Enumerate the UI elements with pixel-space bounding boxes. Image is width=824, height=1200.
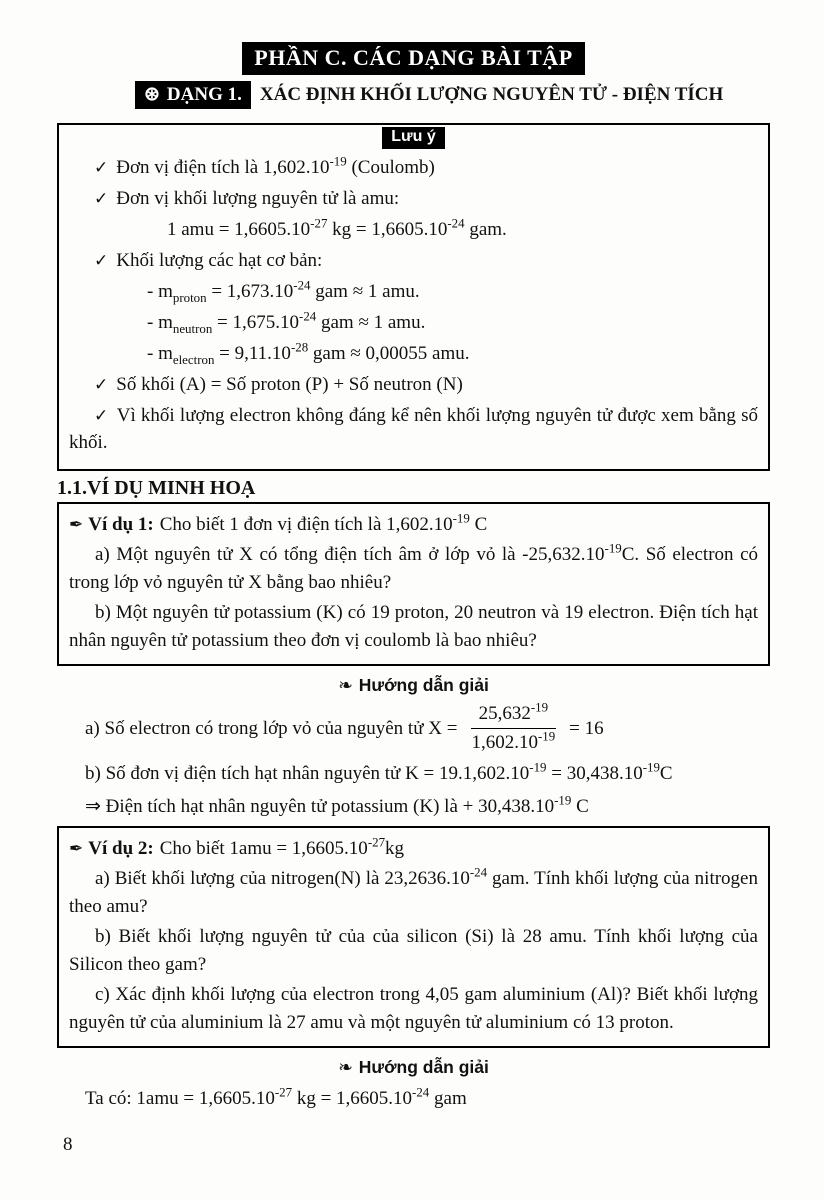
note-line-text: Số khối (A) = Số proton (P) + Số neutron (N) bbox=[116, 373, 463, 395]
guide-title: Hướng dẫn giải bbox=[358, 1057, 489, 1078]
check-icon: ✓ bbox=[94, 374, 109, 395]
note-badge-row bbox=[69, 125, 758, 151]
note-line-sub: - $m_{proton} = 1,673.10^{-24}$ gam ≈ 1 amu. bbox=[147, 277, 420, 305]
part-header bbox=[57, 42, 770, 75]
check-icon: ✓ bbox=[94, 405, 109, 426]
guide-heading-2 bbox=[57, 1057, 770, 1078]
leaf-icon: ❧ bbox=[338, 676, 353, 697]
example1-box bbox=[57, 502, 770, 667]
note-line bbox=[69, 186, 758, 213]
note-line-sub: - $m_{electron} = 9,11.10^{-28}$ gam ≈ 0,00055 amu. bbox=[147, 339, 470, 367]
dang-title: XÁC ĐỊNH KHỐI LƯỢNG NGUYÊN TỬ - ĐIỆN TÍCH bbox=[259, 84, 724, 105]
example1-para-b: b) Một nguyên tử potassium (K) có 19 proton, 20 neutron và 19 electron. Điện tích hạt nhân nguyên tử potassium theo đơn vị coulomb là bao nhiêu? bbox=[69, 602, 758, 651]
example1-label: Ví dụ 1: bbox=[88, 513, 154, 535]
example2-para-a: a) Biết khối lượng của nitrogen(N) là $23,2636.10^{-24}$ gam. Tính khối lượng của nitrogen theo amu? bbox=[69, 864, 758, 917]
note-line-sub: - $m_{neutron} = 1,675.10^{-24}$ gam ≈ 1 amu. bbox=[147, 308, 426, 336]
note-line bbox=[69, 155, 758, 182]
fraction bbox=[463, 700, 563, 754]
note-badge: Lưu ý bbox=[382, 127, 444, 149]
solution2-line: Ta có: $1amu = 1,6605.10^{-27}$ kg = $1,6605.10^{-24}$ gam bbox=[85, 1085, 467, 1110]
note-line-text: Khối lượng các hạt cơ bản: bbox=[116, 249, 323, 271]
solution1-line-a-suffix: = 16 bbox=[569, 717, 604, 739]
example1-intro-text: Cho biết 1 đơn vị điện tích là $1,602.10^{-19}$ C bbox=[159, 510, 488, 535]
solution1-line-c: ⇒ Điện tích hạt nhân nguyên tử potassium (K) là + $30,438.10^{-19}$ C bbox=[85, 792, 589, 817]
note-line-sub: 1 amu = $1,6605.10^{-27}$ kg = $1,6605.10^{-24}$ gam. bbox=[167, 215, 507, 240]
example2-first-line bbox=[69, 835, 758, 863]
note-line bbox=[69, 248, 758, 275]
guide-title: Hướng dẫn giải bbox=[358, 675, 489, 696]
solution1-line-b: b) Số đơn vị điện tích hạt nhân nguyên tử $K = 19.1,602.10^{-19} = 30,438.10^{-19}C$ bbox=[85, 760, 673, 785]
example2-intro-text: Cho biết $1amu = 1,6605.10^{-27}kg$ bbox=[159, 834, 405, 859]
example2-para-b: b) Biết khối lượng nguyên tử của của silicon (Si) là 28 amu. Tính khối lượng của Silicon theo gam? bbox=[69, 926, 758, 975]
part-title: PHẦN C. CÁC DẠNG BÀI TẬP bbox=[242, 42, 584, 75]
flower-badge-icon: ⊛ bbox=[144, 84, 160, 105]
check-icon: ✓ bbox=[94, 188, 109, 209]
solution1-line-a bbox=[57, 700, 770, 754]
check-icon: ✓ bbox=[94, 250, 109, 271]
leaf-icon: ❧ bbox=[338, 1058, 353, 1079]
example2-label: Ví dụ 2: bbox=[88, 837, 154, 859]
pen-icon: ✒ bbox=[69, 514, 84, 535]
pen-icon: ✒ bbox=[69, 838, 84, 859]
section-title: 1.1.VÍ DỤ MINH HOẠ bbox=[57, 476, 256, 499]
fraction-numerator: $25,632^{-19}$ bbox=[471, 703, 556, 729]
example2-box bbox=[57, 826, 770, 1049]
page-number: 8 bbox=[63, 1134, 73, 1155]
solution1-line-a-prefix: a) Số electron có trong lớp vỏ của nguyên tử X = bbox=[85, 717, 458, 739]
note-box bbox=[57, 123, 770, 471]
note-line bbox=[69, 372, 758, 399]
fraction-denominator: $1,602.10^{-19}$ bbox=[471, 729, 556, 754]
dang-label: DẠNG 1. bbox=[166, 83, 242, 105]
dang-heading bbox=[135, 81, 770, 109]
dang-badge bbox=[135, 81, 251, 109]
example1-para-a: a) Một nguyên tử X có tổng điện tích âm ở lớp vỏ là $-25,632.10^{-19}C$. Số electron có trong lớp vỏ nguyên tử X bằng bao nhiêu? bbox=[69, 540, 759, 593]
check-icon: ✓ bbox=[94, 158, 109, 178]
note-line-text: Đơn vị điện tích là $1,602.10^{-19}$ (Coulomb) bbox=[116, 153, 435, 178]
note-line-text: Vì khối lượng electron không đáng kể nên khối lượng nguyên tử được xem bằng số khối. bbox=[69, 404, 758, 453]
example2-para-c: c) Xác định khối lượng của electron trong 4,05 gam aluminium (Al)? Biết khối lượng nguyên tử của aluminium là 27 amu và một nguyên tử aluminium có 13 proton. bbox=[69, 984, 758, 1033]
example1-first-line bbox=[69, 511, 758, 539]
note-line bbox=[69, 403, 758, 457]
note-line-text: Đơn vị khối lượng nguyên tử là amu: bbox=[116, 187, 400, 209]
guide-heading-1 bbox=[57, 675, 770, 696]
